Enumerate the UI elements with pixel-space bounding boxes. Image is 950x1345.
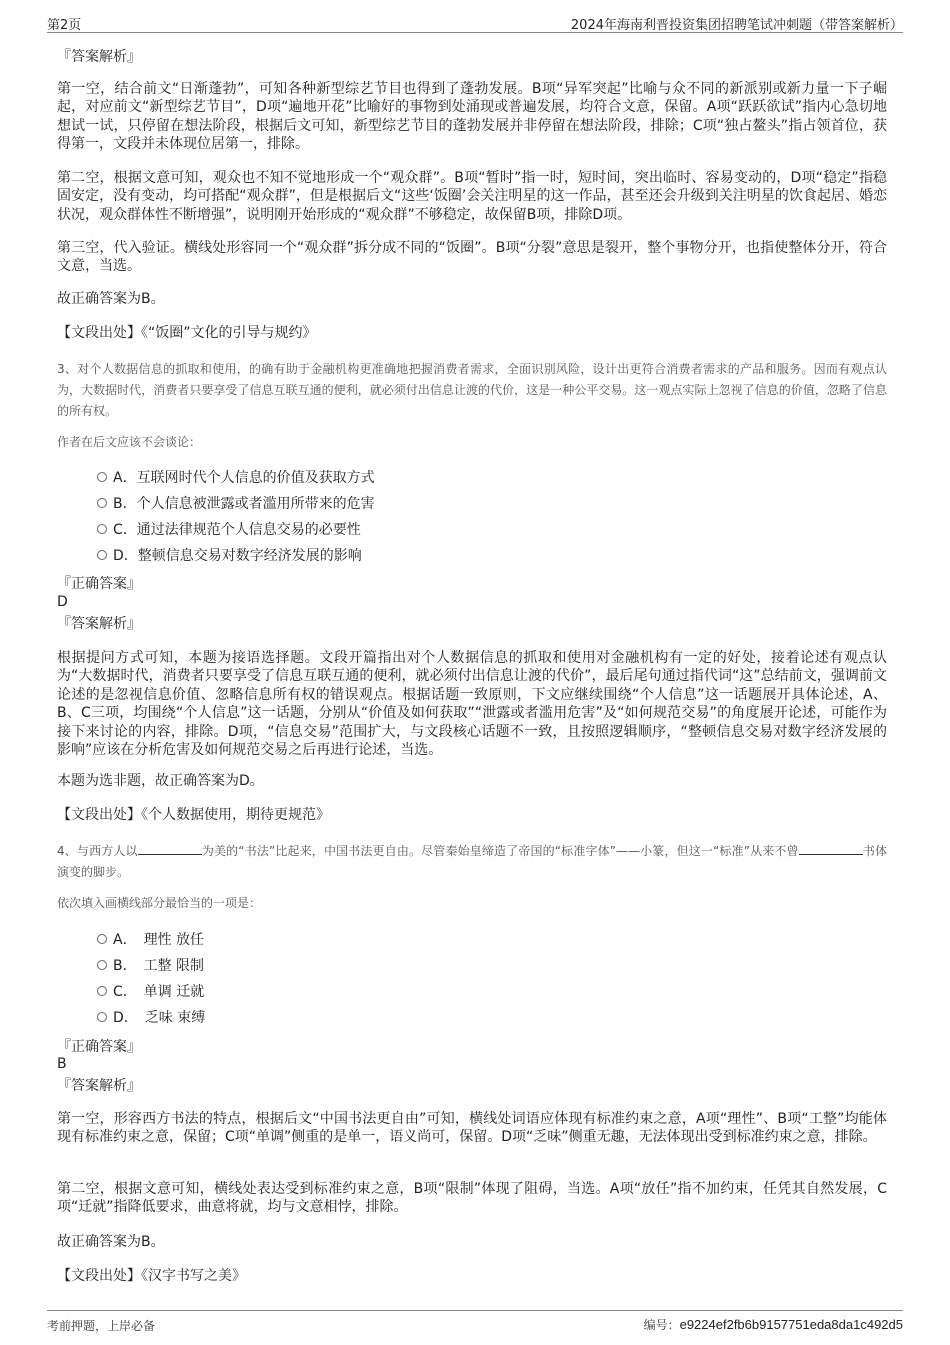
q4-stem-part1: 4、与西方人以 bbox=[57, 844, 138, 858]
q4-answer: B bbox=[57, 1056, 67, 1072]
q3-option-a[interactable] bbox=[97, 467, 597, 489]
q4-analysis-para1: 第一空，形容西方书法的特点，根据后文“中国书法更自由”可知，横线处词语应体现有标准约束之意，A项“理性”、B项“工整”均能体现有标准约束之意，保留；C项“单调”侧重的是单一，语义尚可，保留。D项“乏味”侧重无趣，无法体现出受到标准约束之意，排除。 bbox=[57, 1111, 887, 1146]
q4-conclusion: 故正确答案为B。 bbox=[57, 1234, 165, 1250]
q3-analysis-tag: 『答案解析』 bbox=[57, 616, 141, 632]
option-label: B．个人信息被泄露或者滥用所带来的危害 bbox=[113, 496, 375, 512]
q3-prompt: 作者在后文应该不会谈论： bbox=[57, 435, 202, 449]
q4-option-c[interactable] bbox=[97, 981, 597, 1003]
radio-icon[interactable] bbox=[97, 1012, 107, 1022]
q4-correct-tag: 『正确答案』 bbox=[57, 1039, 141, 1055]
q3-conclusion: 本题为选非题，故正确答案为D。 bbox=[57, 773, 264, 789]
radio-icon[interactable] bbox=[97, 524, 107, 534]
document-title: 2024年海南利晋投资集团招聘笔试冲刺题（带答案解析） bbox=[570, 18, 903, 33]
q3-source: 【文段出处】《个人数据使用，期待更规范》 bbox=[57, 807, 330, 823]
document-id-code: e9224ef2fb6b9157751eda8da1c492d5 bbox=[679, 1317, 903, 1332]
option-label: B． 工整 限制 bbox=[113, 958, 205, 974]
q3-answer: D bbox=[57, 594, 68, 610]
q3-option-d[interactable] bbox=[97, 545, 597, 567]
radio-icon[interactable] bbox=[97, 498, 107, 508]
q3-option-b[interactable] bbox=[97, 493, 597, 515]
q4-source: 【文段出处】《汉字书写之美》 bbox=[57, 1268, 246, 1284]
q3-stem: 3、对个人数据信息的抓取和使用，的确有助于金融机构更准确地把握消费者需求，全面识别风险，设计出更符合消费者需求的产品和服务。因而有观点认为，大数据时代，消费者只要享受了信息互联互通的便利，就必须付出信息让渡的代价，这是一种公平交易。这一观点实际上忽视了信息的价值，忽略了信息的所有权。 bbox=[57, 362, 887, 418]
page-number: 第2页 bbox=[47, 18, 82, 33]
fill-blank-1 bbox=[138, 842, 202, 855]
document-id bbox=[644, 1316, 903, 1333]
q2-analysis-tag: 『答案解析』 bbox=[57, 49, 141, 65]
q2-analysis-para1: 第一空，结合前文“日渐蓬勃”，可知各种新型综艺节目也得到了蓬勃发展。B项“异军突起”比喻与众不同的新派别或新力量一下子崛起，对应前文“新型综艺节目”，D项“遍地开花”比喻好的事物到处涌现或普遍发展，均符合文意，保留。A项“跃跃欲试”指内心急切地想试一试，只停留在想法阶段，根据后文可知，新型综艺节目的蓬勃发展并非停留在想法阶段，排除；C项“独占鳌头”指占领首位，获得第一，文段并未体现位居第一，排除。 bbox=[57, 81, 887, 153]
radio-icon[interactable] bbox=[97, 960, 107, 970]
option-label: A． 理性 放任 bbox=[113, 932, 205, 948]
radio-icon[interactable] bbox=[97, 472, 107, 482]
fill-blank-2 bbox=[799, 842, 863, 855]
option-label: A．互联网时代个人信息的价值及获取方式 bbox=[113, 470, 375, 486]
option-label: C． 单调 迁就 bbox=[113, 984, 205, 1000]
document-id-label: 编号： bbox=[643, 1318, 680, 1332]
radio-icon[interactable] bbox=[97, 550, 107, 560]
option-label: C．通过法律规范个人信息交易的必要性 bbox=[113, 522, 361, 538]
q2-analysis-para3: 第三空，代入验证。横线处形容同一个“观众群”拆分成不同的“饭圈”。B项“分裂”意思是裂开，整个事物分开，也指使整体分开，符合文意，当选。 bbox=[57, 240, 887, 275]
q4-analysis-para2: 第二空，根据文意可知，横线处表达受到标准约束之意，B项“限制”体现了阻碍，当选。A项“放任”指不加约束，任凭其自然发展，C项“迁就”指降低要求，曲意将就，均与文意相悖，排除。 bbox=[57, 1181, 887, 1216]
q4-analysis-tag: 『答案解析』 bbox=[57, 1078, 141, 1094]
page-footer bbox=[47, 1310, 903, 1333]
footer-slogan: 考前押题，上岸必备 bbox=[47, 1319, 156, 1333]
q3-option-c[interactable] bbox=[97, 519, 597, 541]
q4-stem-part2: 为美的“书法”比起来，中国书法更自由。尽管秦始皇缔造了帝国的“标准字体”——小篆，但这一“标准”从来不曾 bbox=[201, 844, 799, 858]
q3-correct-tag: 『正确答案』 bbox=[57, 576, 141, 592]
q4-option-a[interactable] bbox=[97, 929, 597, 951]
q4-stem bbox=[57, 841, 887, 883]
option-label: D．整顿信息交易对数字经济发展的影响 bbox=[113, 548, 362, 564]
option-label: D． 乏味 束缚 bbox=[113, 1010, 206, 1026]
q2-conclusion: 故正确答案为B。 bbox=[57, 291, 165, 307]
q2-source: 【文段出处】《“饭圈”文化的引导与规约》 bbox=[57, 325, 317, 341]
radio-icon[interactable] bbox=[97, 934, 107, 944]
q4-prompt: 依次填入画横线部分最恰当的一项是： bbox=[57, 896, 262, 910]
q4-stem-part3: 书体演变的脚步。 bbox=[57, 844, 887, 879]
q4-option-b[interactable] bbox=[97, 955, 597, 977]
radio-icon[interactable] bbox=[97, 986, 107, 996]
q2-analysis-para2: 第二空，根据文意可知，观众也不知不觉地形成一个“观众群”。B项“暂时”指一时，短时间，突出临时、容易变动的，D项“稳定”指稳固安定，没有变动，均可搭配“观众群”，但是根据后文“这些‘饭圈’会关注明星的这一作品，甚至还会升级到关注明星的饮食起居、婚恋状况，观众群体性不断增强”，说明刚开始形成的“观众群”不够稳定，故保留B项，排除D项。 bbox=[57, 170, 887, 223]
q4-option-d[interactable] bbox=[97, 1007, 597, 1029]
q3-analysis-para1: 根据提问方式可知，本题为接语选择题。文段开篇指出对个人数据信息的抓取和使用对金融机构有一定的好处，接着论述有观点认为“大数据时代，消费者只要享受了信息互联互通的便利，就必须付出信息让渡的代价”，最后尾句通过指代词“这”总结前文，强调前文论述的是忽视信息价值、忽略信息所有权的错误观点。根据话题一致原则，下文应继续围绕“个人信息”这一话题展开具体论述，A、B、C三项，均围绕“个人信息”这一话题，分别从“价值及如何获取”“泄露或者滥用危害”及“如何规范交易”的角度展开论述，可能作为接下来讨论的内容，排除。D项，“信息交易”范围扩大，与文段核心话题不一致，且按照逻辑顺序，“整顿信息交易对数字经济发展的影响”应该在分析危害及如何规范交易之后再进行论述，当选。 bbox=[57, 650, 887, 759]
page-header bbox=[47, 10, 903, 33]
